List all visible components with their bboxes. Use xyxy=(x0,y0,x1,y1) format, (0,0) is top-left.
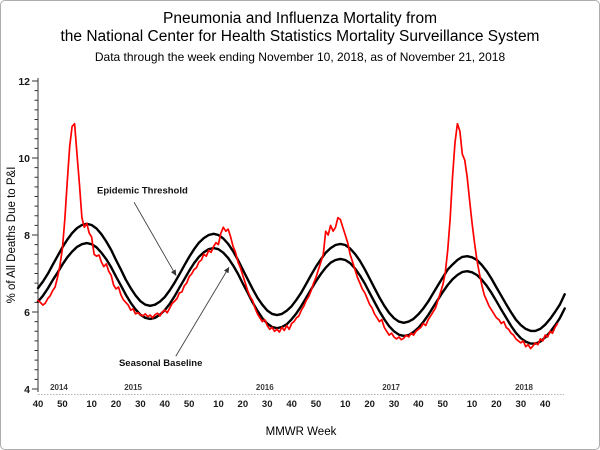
x-tick-label: 10 xyxy=(466,399,478,410)
annotation-label: Epidemic Threshold xyxy=(97,185,188,197)
y-tick-label: 4 xyxy=(24,384,30,396)
x-tick-label: 20 xyxy=(491,399,502,410)
x-tick-label: 10 xyxy=(86,399,97,410)
x-tick-label: 50 xyxy=(310,399,322,410)
chart-title-line1: Pneumonia and Influenza Mortality from xyxy=(163,10,437,27)
y-tick-label: 12 xyxy=(18,76,30,88)
chart-subtitle: Data through the week ending November 10, 2018, as of November 21, 2018 xyxy=(94,50,506,64)
x-year-label: 2014 xyxy=(50,383,68,392)
x-year-label: 2015 xyxy=(124,383,142,392)
x-year-label: 2016 xyxy=(255,383,274,392)
x-tick-label: 30 xyxy=(515,399,527,410)
annotation-arrow xyxy=(134,202,176,275)
x-axis-title: MMWR Week xyxy=(265,426,337,438)
x-tick-label: 40 xyxy=(286,399,297,410)
x-tick-label: 20 xyxy=(110,399,122,410)
annotation-label: Seasonal Baseline xyxy=(118,357,203,369)
x-tick-label: 40 xyxy=(32,399,44,410)
x-year-label: 2017 xyxy=(382,383,400,392)
chart-title-line2: the National Center for Health Statistics Mortality Surveillance System xyxy=(60,28,540,45)
x-tick-label: 30 xyxy=(261,399,273,410)
y-axis-title: % of All Deaths Due to P&I xyxy=(6,166,18,304)
x-tick-label: 50 xyxy=(57,399,68,410)
x-tick-label: 40 xyxy=(539,399,551,410)
x-tick-label: 50 xyxy=(183,399,195,410)
x-tick-label: 40 xyxy=(413,399,424,410)
y-tick-label: 10 xyxy=(18,153,30,165)
x-year-label: 2018 xyxy=(515,383,533,392)
x-tick-label: 10 xyxy=(339,399,351,410)
x-tick-label: 50 xyxy=(437,399,449,410)
x-tick-label: 10 xyxy=(213,399,224,410)
series-observed-pi-percent xyxy=(38,124,557,349)
y-tick-label: 8 xyxy=(24,230,30,242)
x-tick-label: 30 xyxy=(135,399,146,410)
mortality-line-chart xyxy=(1,1,600,450)
x-tick-label: 40 xyxy=(159,399,171,410)
x-tick-label: 20 xyxy=(237,399,249,410)
x-tick-label: 20 xyxy=(364,399,375,410)
y-tick-label: 6 xyxy=(24,307,30,319)
x-tick-label: 30 xyxy=(388,399,400,410)
